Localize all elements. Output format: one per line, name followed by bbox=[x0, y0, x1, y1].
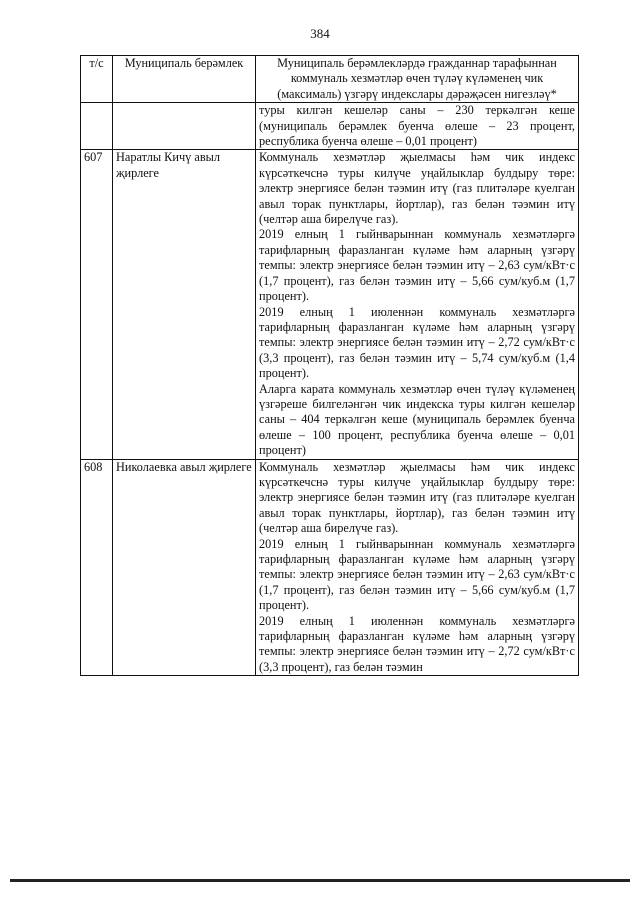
table-header-row bbox=[81, 56, 579, 103]
continuation-row bbox=[81, 103, 579, 150]
paragraph: Коммуналь хезмәтләр җыелмасы һәм чик индекс күрсәткечснә туры килүче уңайлыклар булдыру төре: электр энергиясе белән тәэмин итү (газ плитәләре куелган авыл торак пунктлары, йортлар), газ белән тәэмин итү (челтәр аша бирелүче газ). bbox=[259, 150, 575, 227]
header-justification: Муниципаль берәмлекләрдә гражданнар тарафыннан коммуналь хезмәтләр өчен түләү күләменең чик (максималь) үзгәрү индекслары дәрәҗәсен нигезләү* bbox=[256, 56, 579, 103]
paragraph: 2019 елның 1 гыйнварыннан коммуналь хезмәтләргә тарифларның фаразланган күләме һәм аларның үзгәрү темпы: электр энергиясе белән тәэмин итү – 2,63 сум/кВт·с (1,7 процент), газ белән тәэмин итү – 5,66 сум/куб.м (1,7 процент). bbox=[259, 227, 575, 304]
paragraph: Аларга карата коммуналь хезмәтләр өчен түләү күләменең үзгәреше билгеләнгән чик индекска туры килгән кешеләр саны – 404 теркәлгән кеше (муниципаль берәмлек буенча өлеше – 100 процент, республика буенча өлеше – 0,01 процент) bbox=[259, 381, 575, 458]
paragraph: туры килгән кешеләр саны – 230 теркәлгән кеше (муниципаль берәмлек буенча өлеше – 23 процент, республика буенча өлеше – 0,01 процент) bbox=[259, 103, 575, 149]
header-number: т/с bbox=[81, 56, 113, 103]
paragraph: Коммуналь хезмәтләр җыелмасы һәм чик индекс күрсәткечснә туры килүче уңайлыклар булдыру төре: электр энергиясе белән тәэмин итү (газ плитәләре куелган авыл торак пунктлары, йортлар), газ белән тәэмин итү (челтәр аша бирелүче газ). bbox=[259, 459, 575, 536]
continuation-content-cell bbox=[256, 103, 579, 150]
row-number: 608 bbox=[81, 459, 113, 676]
scan-edge-line bbox=[10, 879, 630, 882]
row-number: 607 bbox=[81, 150, 113, 459]
paragraph: 2019 елның 1 гыйнварыннан коммуналь хезмәтләргә тарифларның фаразланган күләме һәм аларның үзгәрү темпы: электр энергиясе белән тәэмин итү – 2,63 сум/кВт·с (1,7 процент), газ белән тәэмин итү – 5,66 сум/куб.м (1,7 процент). bbox=[259, 536, 575, 613]
paragraph: 2019 елның 1 июленнән коммуналь хезмәтләргә тарифларның фаразланган күләме һәм аларның үзгәрү темпы: электр энергиясе белән тәэмин итү – 2,72 сум/кВт·с (3,3 процент), газ белән тәэмин bbox=[259, 613, 575, 674]
header-municipality: Муниципаль берәмлек bbox=[113, 56, 256, 103]
row-content bbox=[256, 459, 579, 676]
table-row bbox=[81, 459, 579, 676]
tariff-table bbox=[80, 55, 579, 676]
table-row bbox=[81, 150, 579, 459]
row-content bbox=[256, 150, 579, 459]
row-municipality: Наратлы Кичү авыл җирлеге bbox=[113, 150, 256, 459]
continuation-name-cell bbox=[113, 103, 256, 150]
paragraph: 2019 елның 1 июленнән коммуналь хезмәтләргә тарифларның фаразланган күләме һәм аларның үзгәрү темпы: электр энергиясе белән тәэмин итү – 2,72 сум/кВт·с (3,3 процент), газ белән тәэмин итү – 5,74 сум/куб.м (1,4 процент). bbox=[259, 304, 575, 381]
page-number: 384 bbox=[310, 26, 330, 41]
row-municipality: Николаевка авыл җирлеге bbox=[113, 459, 256, 676]
continuation-num-cell bbox=[81, 103, 113, 150]
